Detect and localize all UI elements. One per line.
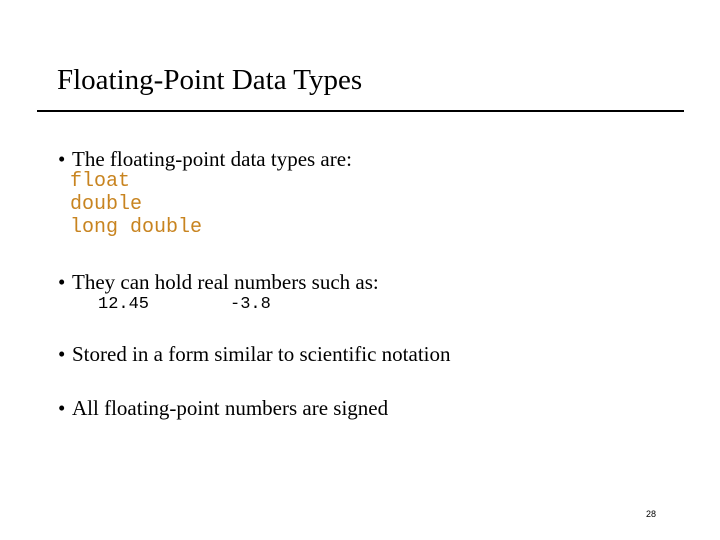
bullet-text: The floating-point data types are: xyxy=(72,147,352,171)
page-number: 28 xyxy=(646,509,657,519)
bullet-icon: • xyxy=(58,342,66,366)
bullet-icon: • xyxy=(58,147,66,171)
example-number-negative: -3.8 xyxy=(230,295,271,314)
bullet-text: All floating-point numbers are signed xyxy=(72,396,389,420)
code-type-float: float xyxy=(70,170,131,193)
code-type-double: double xyxy=(70,193,143,216)
bullet-text: Stored in a form similar to scientific notation xyxy=(72,342,451,366)
bullet-examples-intro xyxy=(58,270,379,294)
bullet-icon: • xyxy=(58,270,66,294)
example-number-positive: 12.45 xyxy=(98,295,150,314)
bullet-data-types-intro xyxy=(58,147,352,171)
bullet-text: They can hold real numbers such as: xyxy=(72,270,379,294)
bullet-scientific-notation xyxy=(58,342,451,366)
bullet-icon: • xyxy=(58,396,66,420)
title-divider xyxy=(37,110,684,112)
code-type-long-double: long double xyxy=(70,216,203,239)
bullet-signed xyxy=(58,396,388,420)
slide-title: Floating-Point Data Types xyxy=(57,64,363,96)
